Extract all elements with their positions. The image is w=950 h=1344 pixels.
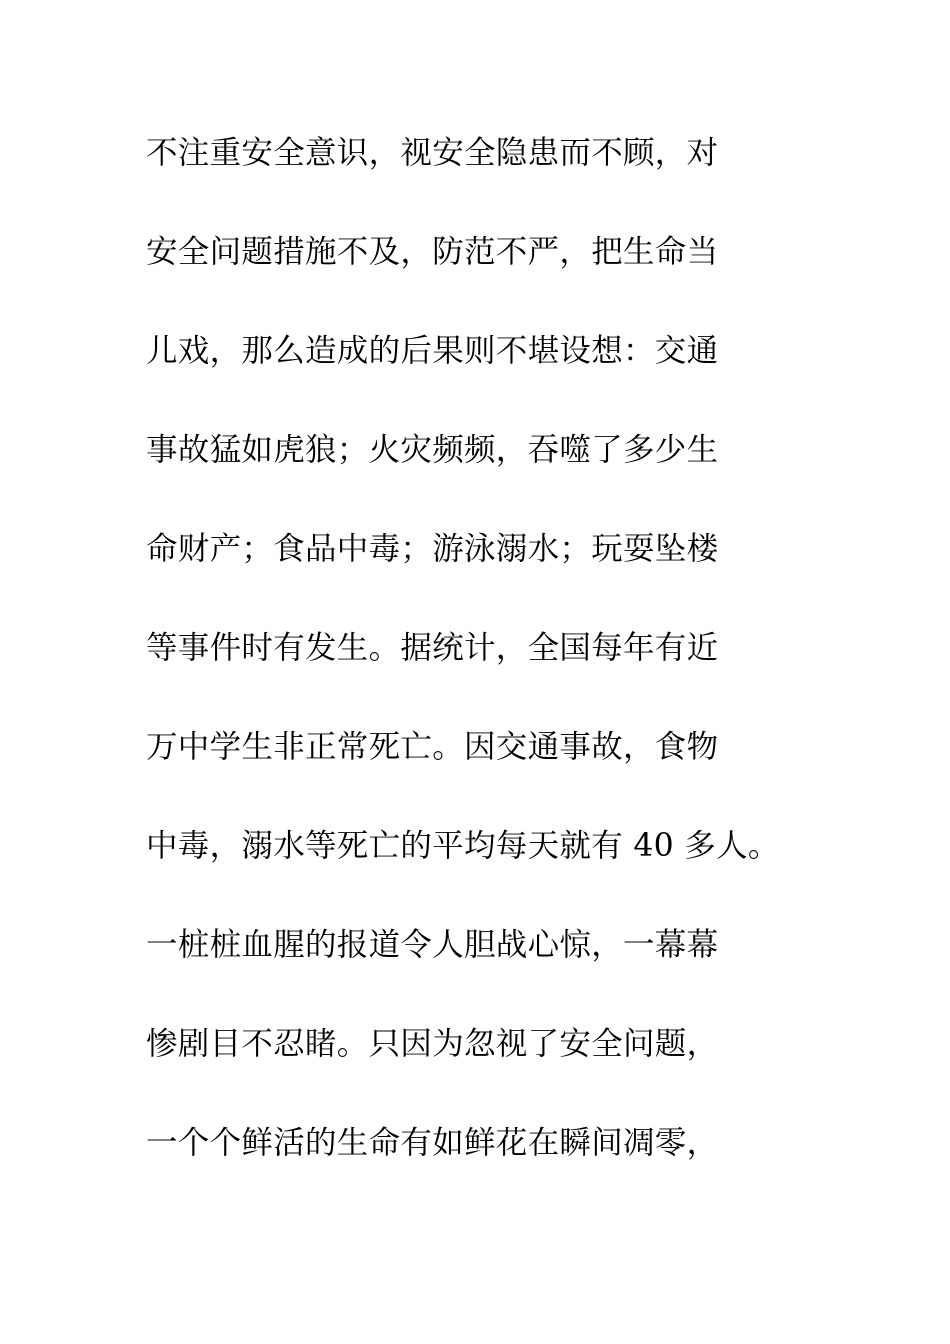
text-line-11: 一个个鲜活的生命有如鲜花在瞬间凋零， [146,1125,719,1161]
text-line-2: 安全问题措施不及，防范不严，把生命当 [146,234,719,270]
text-line-3: 儿戏，那么造成的后果则不堪设想：交通 [146,333,719,369]
text-line-9: 一桩桩血腥的报道令人胆战心惊，一幕幕 [146,927,719,963]
text-line-10: 惨剧目不忍睹。只因为忽视了安全问题， [146,1026,719,1062]
text-line-8: 中毒，溺水等死亡的平均每天就有 40 多人。 [146,828,780,864]
text-line-5: 命财产；食品中毒；游泳溺水；玩耍坠楼 [146,531,719,567]
text-line-6: 等事件时有发生。据统计，全国每年有近 [146,630,719,666]
text-line-4: 事故猛如虎狼；火灾频频，吞噬了多少生 [146,432,719,468]
text-line-7: 万中学生非正常死亡。因交通事故，食物 [146,729,719,765]
text-line-1: 不注重安全意识，视安全隐患而不顾，对 [146,135,719,171]
body-text [146,126,846,1215]
